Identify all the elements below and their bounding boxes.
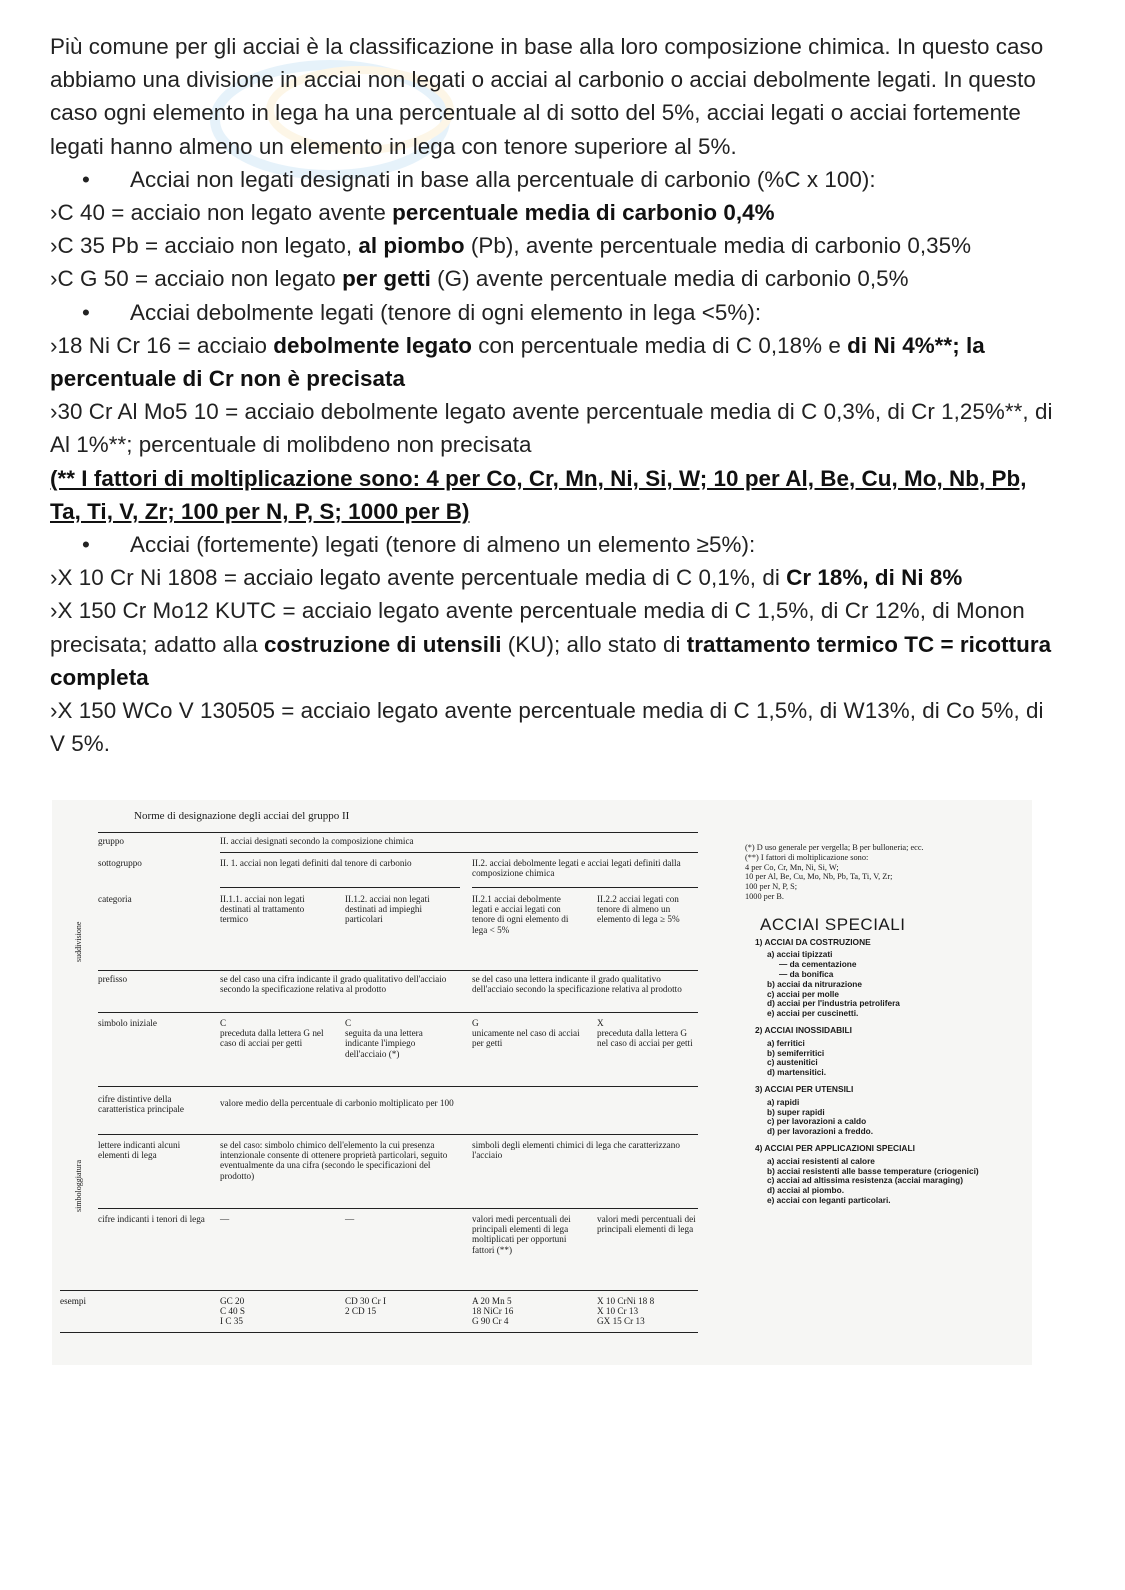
label-gruppo: gruppo	[98, 836, 125, 846]
label-sottogruppo: sottogruppo	[98, 858, 142, 868]
speciali-title: ACCIAI SPECIALI	[760, 914, 906, 934]
sim-1: C preceduta dalla lettera G nel caso di acciai per getti	[220, 1018, 324, 1049]
line-x10crni: ›X 10 Cr Ni 1808 = acciaio legato avente percentuale media di C 0,1%, di Cr 18%, di Ni 8%	[50, 565, 963, 591]
line-18nicr16: ›18 Ni Cr 16 = acciaio debolmente legato con percentuale media di C 0,18% e di Ni 4%**; la percentuale di Cr non è precisata	[50, 332, 985, 392]
line-x150crmo: ›X 150 Cr Mo12 KUTC = acciaio legato avente percentuale media di C 1,5%, di Cr 12%, di Monon precisata; adatto alla costruzione di utensili (KU); allo stato di trattamento termico TC = ricottura completa	[50, 598, 1052, 690]
lett-1: se del caso: simbolo chimico dell'elemento la cui presenza intenzionale consente di ottenere proprietà particolari, seguito eventualmente da una cifra (secondo le specificazioni del prodotto)	[220, 1140, 448, 1181]
ten-4: valori medi percentuali dei principali elementi di lega	[597, 1214, 696, 1235]
label-simbolo: simbolo iniziale	[98, 1018, 157, 1028]
esempi-3: A 20 Mn 5 18 NiCr 16 G 90 Cr 4	[472, 1296, 514, 1327]
sim-2: C seguita da una lettera indicante l'impiego dell'acciaio (*)	[345, 1018, 423, 1059]
designation-figure	[52, 800, 1032, 1365]
label-cifre: cifre distintive della caratteristica principale	[98, 1094, 184, 1115]
val-gruppo: II. acciai designati secondo la composizione chimica	[220, 836, 414, 846]
label-lettere: lettere indicanti alcuni elementi di lega	[98, 1140, 181, 1161]
figure-title: Norme di designazione degli acciai del gruppo II	[134, 810, 350, 822]
ten-1: —	[220, 1214, 230, 1224]
sim-4: X preceduta dalla lettera G nel caso di acciai per getti	[597, 1018, 693, 1049]
esempi-4: X 10 CrNi 18 8 X 10 Cr 13 GX 15 Cr 13	[597, 1296, 655, 1327]
acciai-speciali-panel: (*) D uso generale per vergella; B per bulloneria; ecc. (**) I fattori di moltiplicazione sono: 4 per Co, Cr, Mn, Ni, Si, W; 10 per Al, Be, Cu, Mo, Nb, Pb, Ta, Ti, V, Zr; 100 per N, P, S; 1000 per B. ACCIAI SPECIALI 1) ACCIAI DA COSTRUZIONE a) acciai tipizzati — da cementazione — da bonifica b) acciai da nitrurazione c) acciai per molle d) acciai per l'industria petrolifera e) acciai per cuscinetti. 2) ACCIAI INOSSIDABILI a) ferritici b) semiferritici c) austenitici d) martensitici. 3) ACCIAI PER UTENSILI a) rapidi b) super rapidi c) per lavorazioni a caldo d) per lavorazioni a freddo. 4) ACCIAI PER APPLICAZIONI SPECIALI a) acciai resistenti al calore b) acciai resistenti alle basse temperature (criogenici) c) acciai ad altissima resistenza (acciai maraging) d) acciai al piombo. e) acciai con leganti particolari.	[745, 843, 1025, 1206]
bullet-non-legati: • Acciai non legati designati in base alla percentuale di carbonio (%C x 100):	[82, 166, 876, 192]
pref-1: se del caso una cifra indicante il grado qualitativo dell'acciaio secondo la specificazione relativa al prodotto	[220, 974, 447, 995]
line-x150wco: ›X 150 WCo V 130505 = acciaio legato avente percentuale media di C 1,5%, di W13%, di Co 5%, di V 5%.	[50, 698, 1044, 757]
ten-2: —	[345, 1214, 355, 1224]
esempi-1: GC 20 C 40 S I C 35	[220, 1296, 246, 1327]
document-body	[50, 30, 1060, 760]
footnote-uso: (*) D uso generale per vergella; B per bulloneria; ecc.	[745, 843, 924, 852]
line-c35pb: ›C 35 Pb = acciaio non legato, al piombo (Pb), avente percentuale media di carbonio 0,35%	[50, 233, 972, 259]
lett-2: simboli degli elementi chimici di lega che caratterizzano l'acciaio	[472, 1140, 680, 1161]
esempi-2: CD 30 Cr I 2 CD 15	[345, 1296, 387, 1317]
ten-3: valori medi percentuali dei principali elementi di lega moltiplicati per opportuni fattori (**)	[472, 1214, 571, 1255]
label-prefisso: prefisso	[98, 974, 128, 984]
vlabel-suddivisione: suddivisione	[74, 921, 83, 962]
note-fattori: (** I fattori di moltiplicazione sono: 4 per Co, Cr, Mn, Ni, Si, W; 10 per Al, Be, Cu, Mo, Nb, Pb, Ta, Ti, V, Zr; 100 per N, P, S; 1000 per B)	[50, 465, 1027, 524]
cat-1: II.1.1. acciai non legati destinati al trattamento termico	[220, 894, 305, 925]
sec-costruzione: 1) ACCIAI DA COSTRUZIONE	[755, 936, 871, 947]
intro-paragraph: Più comune per gli acciai è la classificazione in base alla loro composizione chimica. In questo caso abbiamo una divisione in acciai non legati o acciai al carbonio o acciai debolmente legati. In questo caso ogni elemento in lega ha una percentuale al di sotto del 5%, acciai legati o acciai fortemente legati hanno almeno un elemento in lega con tenore superiore al 5%.	[50, 34, 1044, 159]
line-c40: ›C 40 = acciaio non legato avente percentuale media di carbonio 0,4%	[50, 200, 775, 226]
vlabel-simbologgiatura: simbologgiatura	[74, 1160, 83, 1212]
label-tenori: cifre indicanti i tenori di lega	[98, 1214, 205, 1224]
val-sottogruppo-2: II.2. acciai debolmente legati e acciai legati definiti dalla composizione chimica	[472, 858, 681, 879]
sec-inossidabili: 2) ACCIAI INOSSIDABILI	[755, 1024, 852, 1035]
line-cg50: ›C G 50 = acciaio non legato per getti (G) avente percentuale media di carbonio 0,5%	[50, 266, 909, 292]
val-cifre: valore medio della percentuale di carbonio moltiplicato per 100	[220, 1098, 454, 1108]
footnote-fattori: (**) I fattori di moltiplicazione sono:	[745, 852, 869, 862]
val-sottogruppo-1: II. 1. acciai non legati definiti dal tenore di carbonio	[220, 858, 412, 868]
sim-3: G unicamente nel caso di acciai per getti	[472, 1018, 580, 1049]
line-30cralmo: ›30 Cr Al Mo5 10 = acciaio debolmente legato avente percentuale media di C 0,3%, di Cr 1,25%**, di Al 1%**; percentuale di molibdeno non precisata	[50, 399, 1053, 458]
sec-utensili: 3) ACCIAI PER UTENSILI	[755, 1083, 854, 1094]
sec-applicazioni: 4) ACCIAI PER APPLICAZIONI SPECIALI	[755, 1142, 915, 1153]
cat-3: II.2.1 acciai debolmente legati e acciai legati con tenore di ogni elemento di lega < 5%	[472, 894, 569, 935]
bullet-debolmente: • Acciai debolmente legati (tenore di ogni elemento in lega <5%):	[82, 299, 762, 325]
pref-2: se del caso una lettera indicante il grado qualitativo dell'acciaio secondo la specificazione relativa al prodotto	[472, 974, 682, 995]
bullet-legati: • Acciai (fortemente) legati (tenore di almeno un elemento ≥5%):	[82, 532, 756, 558]
label-categoria: categoria	[98, 894, 132, 904]
label-esempi: esempi	[60, 1296, 87, 1306]
cat-2: II.1.2. acciai non legati destinati ad impieghi particolari	[345, 894, 430, 925]
cat-4: II.2.2 acciai legati con tenore di almeno un elemento di lega ≥ 5%	[597, 894, 680, 925]
